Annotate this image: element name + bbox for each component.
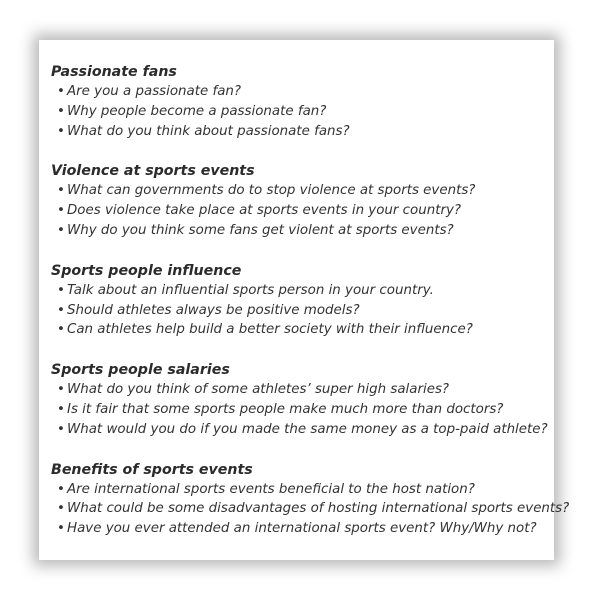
question-text: Have you ever attended an international sports event? Why/Why not? (67, 521, 537, 537)
list-item (51, 380, 554, 400)
bullet-icon: • (57, 222, 65, 238)
section-violence-at-sports-events (51, 161, 554, 240)
list-item (51, 519, 554, 539)
question-text: Is it fair that some sports people make much more than doctors? (67, 401, 504, 417)
list-item (51, 420, 554, 440)
bullet-icon: • (57, 421, 65, 437)
question-list (51, 281, 554, 340)
question-text: What would you do if you made the same money as a top-paid athlete? (67, 421, 548, 437)
list-item (51, 181, 554, 201)
bullet-icon: • (57, 103, 65, 119)
question-text: What could be some disadvantages of hosting international sports events? (67, 501, 570, 517)
bullet-icon: • (57, 481, 65, 497)
question-text: Talk about an influential sports person in your country. (67, 282, 434, 298)
list-item (51, 301, 554, 321)
list-item (51, 480, 554, 500)
section-heading: Sports people salaries (51, 362, 230, 379)
list-item (51, 102, 554, 122)
section-heading: Sports people influence (51, 262, 242, 279)
question-text: What do you think about passionate fans? (67, 123, 350, 139)
bullet-icon: • (57, 302, 65, 318)
question-text: Why do you think some fans get violent at sports events? (67, 222, 454, 238)
section-heading: Passionate fans (51, 64, 177, 80)
bullet-icon: • (57, 183, 65, 199)
bullet-icon: • (57, 84, 65, 99)
question-text: Should athletes always be positive models? (67, 302, 360, 318)
list-item (51, 221, 554, 241)
bullet-icon: • (57, 203, 65, 219)
question-text: Are you a passionate fan? (67, 84, 242, 99)
list-item (51, 122, 554, 142)
question-text: Does violence take place at sports events in your country? (67, 203, 461, 219)
list-item (51, 82, 554, 102)
bullet-icon: • (57, 322, 65, 338)
section-benefits-of-sports-events (51, 460, 570, 539)
list-item (51, 499, 570, 519)
list-item (51, 281, 554, 301)
question-text: Can athletes help build a better society with their influence? (67, 322, 473, 338)
bullet-icon: • (57, 501, 65, 517)
list-item (51, 400, 554, 420)
question-list (51, 82, 554, 141)
question-text: What can governments do to stop violence at sports events? (67, 183, 476, 199)
question-text: Are international sports events beneficial to the host nation? (67, 481, 475, 497)
section-heading: Violence at sports events (51, 163, 255, 180)
question-list (51, 181, 554, 240)
section-heading: Benefits of sports events (51, 461, 253, 478)
list-item (51, 201, 554, 221)
question-text: Why people become a passionate fan? (67, 103, 327, 119)
bullet-icon: • (57, 401, 65, 417)
section-sports-people-salaries (51, 360, 554, 439)
question-list (51, 480, 570, 539)
bullet-icon: • (57, 382, 65, 398)
question-text: What do you think of some athletes’ super high salaries? (67, 382, 450, 398)
section-passionate-fans (51, 62, 554, 141)
bullet-icon: • (57, 521, 65, 537)
section-sports-people-influence (51, 261, 554, 340)
bullet-icon: • (57, 282, 65, 298)
question-list (51, 380, 554, 439)
bullet-icon: • (57, 123, 65, 139)
list-item (51, 320, 554, 340)
question-card (39, 40, 570, 560)
